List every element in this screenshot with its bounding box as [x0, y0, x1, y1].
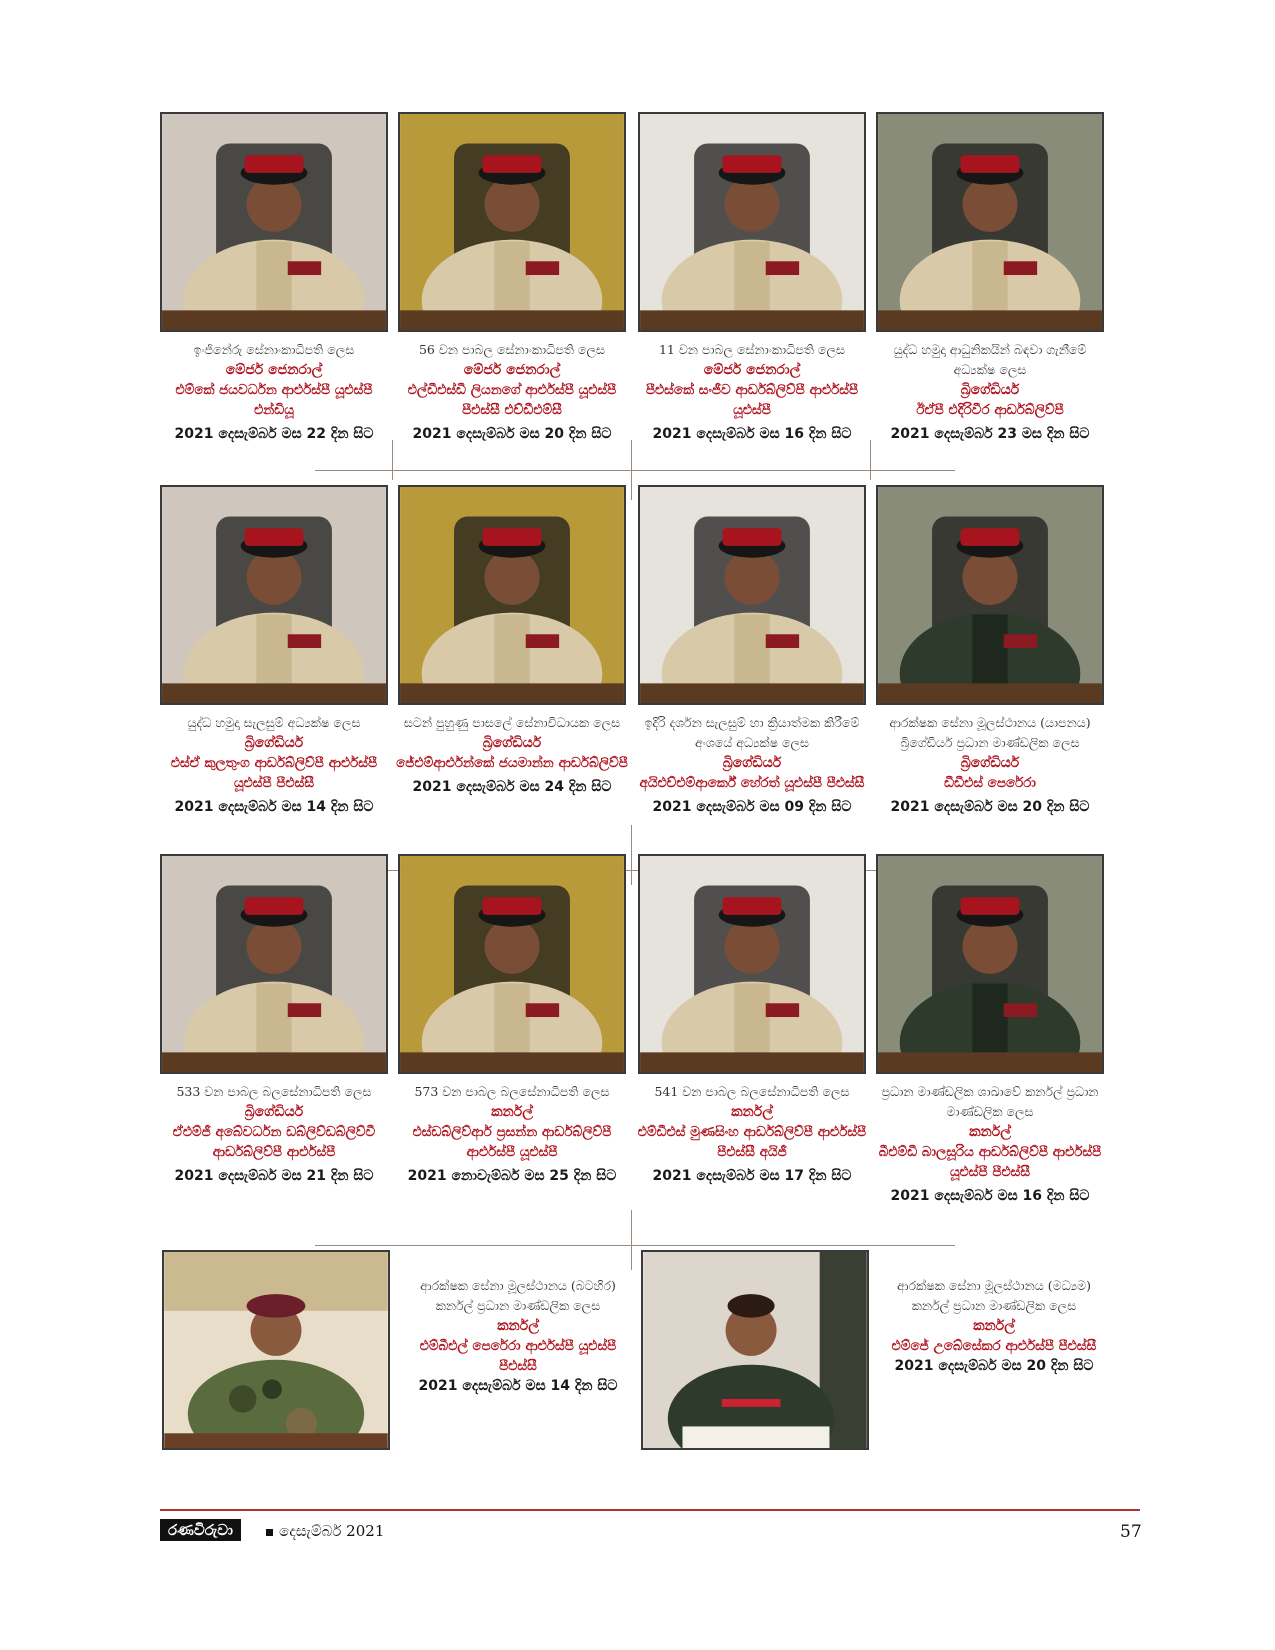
officer-photo [641, 1250, 869, 1450]
officer-card [874, 112, 1106, 442]
officer-card [158, 112, 390, 442]
divider [315, 1245, 955, 1246]
divider [631, 1210, 632, 1270]
divider [631, 825, 632, 885]
officer-portrait [878, 487, 1102, 703]
officer-portrait [640, 487, 864, 703]
officer-card [158, 485, 390, 815]
officer-name: එම්ජේ උබේසේකර ආර්එස්පී පීඑස්සී [891, 1338, 1097, 1354]
issue-text: දෙසැම්බර් 2021 [279, 1522, 385, 1540]
officer-photo [160, 854, 388, 1074]
officer-name: ඩීඩීඑස් පෙරේරා [944, 775, 1036, 791]
officer-role: ඉංජිනේරු සේනාංකාධිපති ලෙස [193, 342, 355, 357]
officer-rank: මේජර් ජෙනරාල් [703, 362, 801, 378]
officer-role: යුද්ධ හමුදා ආධුනිකයින් බඳවා ගැනීමේ අධ්‍යක්ෂ ලෙස [893, 342, 1087, 377]
officer-photo-green [643, 1252, 867, 1448]
magazine-logo: රණවිරුවා [160, 1519, 241, 1541]
officer-name: එම්ඩීඑස් මුණසිංහ ආර්ඩබ්ලිව්පී ආර්එස්පී පීඑස්සී අයිජී [637, 1124, 867, 1160]
officer-name: එස්ඒ කුලතුංග ආර්ඩබ්ලිව්පී ආර්එස්පී යූඑස්පී පීඑස්සී [170, 755, 378, 791]
officer-rank: කර්නල් [497, 1318, 539, 1334]
officer-rank: කර්නල් [731, 1104, 773, 1120]
officer-role: යුද්ධ හමුදා සැලසුම් අධ්‍යක්ෂ ලෙස [187, 715, 361, 730]
officer-name: එම්කේ ජයවර්ධන ආර්එස්පී යූඑස්පී එන්ඩියූ [175, 382, 373, 418]
officer-role: සටන් පුහුණු පාසලේ සේනාවිධායක ලෙස [403, 715, 621, 730]
officer-role: 533 වන පාබල බලසේනාධිපති ලෙස [176, 1084, 372, 1099]
officer-photo [876, 485, 1104, 705]
officer-date: 2021 දෙසැම්බර් මස 14 දින සිට [418, 1378, 618, 1394]
officer-name: ඊඒපී එදිරිවීර ආර්ඩබ්ලිව්පී [916, 402, 1064, 418]
officer-rank: බ්‍රිගේඩියර් [960, 382, 1020, 398]
officer-portrait [162, 856, 386, 1072]
officer-card [396, 854, 628, 1184]
officer-portrait [162, 487, 386, 703]
officer-name: ඒඑම්ජී අබේවර්ධන ඩබ්ලිව්ඩබ්ලිව්වී ආර්ඩබ්ලිව්පී ආර්එස්පී [172, 1124, 376, 1160]
officer-date: 2021 දෙසැම්බර් මස 16 දින සිට [890, 1188, 1090, 1204]
officer-date: 2021 දෙසැම්බර් මස 17 දින සිට [652, 1168, 852, 1184]
officer-photo [638, 854, 866, 1074]
officer-portrait [400, 487, 624, 703]
officer-photo [398, 485, 626, 705]
officer-card [158, 854, 390, 1184]
officer-photo [876, 854, 1104, 1074]
officer-photo [638, 112, 866, 332]
officer-rank: මේජර් ජෙනරාල් [225, 362, 323, 378]
officer-name: එල්ඩීඑස්ඩී ලියනගේ ආර්එස්පී යූඑස්පී පීඑස්සී එච්ඩීඑම්සී [407, 382, 617, 418]
officer-date: 2021 දෙසැම්බර් මස 20 දින සිට [894, 1358, 1094, 1374]
officer-date: 2021 දෙසැම්බර් මස 14 දින සිට [174, 799, 374, 815]
officer-photo [398, 854, 626, 1074]
officer-role: 56 වන පාබල සේනාංකාධිපති ලෙස [418, 342, 606, 357]
officer-rank: කර්නල් [491, 1104, 533, 1120]
officer-portrait [640, 856, 864, 1072]
officer-portrait [878, 114, 1102, 330]
officer-date: 2021 දෙසැම්බර් මස 24 දින සිට [412, 779, 612, 795]
officer-card [636, 485, 868, 815]
officer-text [402, 1268, 634, 1394]
issue-date [266, 1522, 384, 1540]
divider [315, 470, 955, 471]
officer-card [396, 485, 628, 795]
officer-name: ජේඑම්ආර්එන්කේ ජයමාන්න ආර්ඩබ්ලිව්පී [396, 755, 628, 771]
officer-date: 2021 නොවැම්බර් මස 25 දින සිට [407, 1168, 617, 1184]
officer-date: 2021 දෙසැම්බර් මස 20 දින සිට [412, 426, 612, 442]
officer-rank: මේජර් ජෙනරාල් [463, 362, 561, 378]
officer-card [636, 112, 868, 442]
officer-photo [638, 485, 866, 705]
officer-photo [398, 112, 626, 332]
officer-card [874, 854, 1106, 1204]
officer-portrait [162, 114, 386, 330]
officer-rank: කර්නල් [969, 1124, 1011, 1140]
officer-role: ප්‍රධාන මාණ්ඩලික ශාඛාවේ කර්නල් ප්‍රධාන මාණ්ඩලික ලෙස [881, 1084, 1099, 1119]
officer-photo [160, 112, 388, 332]
officer-photo [160, 485, 388, 705]
officer-date: 2021 දෙසැම්බර් මස 21 දින සිට [174, 1168, 374, 1184]
officer-date: 2021 දෙසැම්බර් මස 22 දින සිට [174, 426, 374, 442]
officer-date: 2021 දෙසැම්බර් මස 20 දින සිට [890, 799, 1090, 815]
footer-rule [160, 1509, 1140, 1511]
officer-date: 2021 දෙසැම්බර් මස 09 දින සිට [652, 799, 852, 815]
officer-name: එස්ඩබ්ලිව්ආර් ප්‍රසන්න ආර්ඩබ්ලිව්පී ආර්එස්පී යූඑස්පී [412, 1124, 612, 1160]
officer-portrait [878, 856, 1102, 1072]
page-number: 57 [1120, 1522, 1142, 1542]
officer-card [636, 854, 868, 1184]
officer-name: පීඑස්කේ සංජීව ආර්ඩබ්ලිව්පී ආර්එස්පී යූඑස්පී [645, 382, 859, 418]
officer-card [874, 485, 1106, 815]
officer-card [396, 112, 628, 442]
officer-card [160, 1250, 392, 1450]
square-bullet-icon [266, 1529, 273, 1536]
officer-rank: කර්නල් [973, 1318, 1015, 1334]
officer-role: 11 වන පාබල සේනාංකාධිපති ලෙස [658, 342, 846, 357]
officer-photo-camo [164, 1252, 388, 1448]
officer-rank: බ්‍රිගේඩියර් [244, 1104, 304, 1120]
officer-portrait [400, 856, 624, 1072]
divider [870, 440, 871, 480]
officer-role: ආරක්ෂක සේනා මූලස්ථානය (මධ්‍යම) කර්නල් ප්‍රධාන මාණ්ඩලික ලෙස [897, 1278, 1091, 1313]
officer-portrait [640, 114, 864, 330]
officer-photo [162, 1250, 390, 1450]
officer-name: බීඑම්ඩී බාලසූරිය ආර්ඩබ්ලිව්පී ආර්එස්පී යූඑස්පී පීඑස්සී [878, 1144, 1102, 1180]
officer-role: ඉදිරි දර්ශන සැලසුම් හා ක්‍රියාත්මක කිරීමේ අංශයේ අධ්‍යක්ෂ ලෙස [644, 715, 860, 750]
officer-role: 541 වන පාබල බලසේනාධිපති ලෙස [654, 1084, 850, 1099]
officer-rank: බ්‍රිගේඩියර් [244, 735, 304, 751]
officer-role: ආරක්ෂක සේනා මූලස්ථානය (බටහිර) කර්නල් ප්‍රධාන මාණ්ඩලික ලෙස [420, 1278, 616, 1313]
officer-photo [876, 112, 1104, 332]
officer-name: අයිඑච්එම්ආර්කේ හේරත් යූඑස්පී පීඑස්සී [639, 775, 865, 791]
officer-rank: බ්‍රිගේඩියර් [482, 735, 542, 751]
officer-role: 573 වන පාබල බලසේනාධිපති ලෙස [414, 1084, 610, 1099]
officer-rank: බ්‍රිගේඩියර් [722, 755, 782, 771]
officer-rank: බ්‍රිගේඩියර් [960, 755, 1020, 771]
officer-date: 2021 දෙසැම්බර් 23 මස දින සිට [890, 426, 1090, 442]
officer-role: ආරක්ෂක සේනා මූලස්ථානය (යාපනය) බ්‍රිගේඩියර් ප්‍රධාන මාණ්ඩලික ලෙස [889, 715, 1091, 750]
officer-card [639, 1250, 871, 1450]
officer-text [878, 1268, 1110, 1374]
officer-date: 2021 දෙසැම්බර් මස 16 දින සිට [652, 426, 852, 442]
officer-name: එම්බීඑල් පෙරේරා ආර්එස්පී යූඑස්පී පීඑස්සී [419, 1338, 617, 1374]
officer-portrait [400, 114, 624, 330]
divider [392, 440, 393, 480]
